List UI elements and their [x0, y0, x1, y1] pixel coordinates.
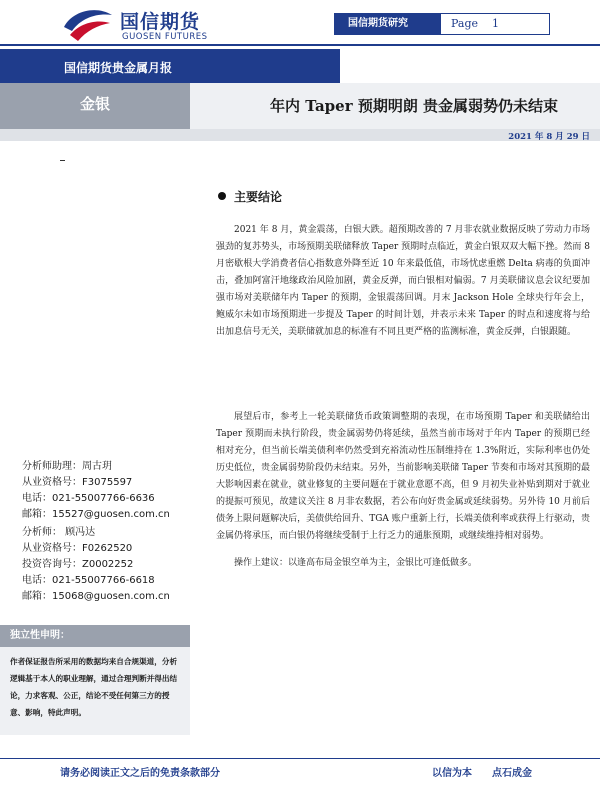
section-heading-text: 主要结论: [234, 190, 283, 204]
report-series-title: 国信期货贵金属月报: [64, 61, 173, 75]
header-divider: [0, 44, 600, 46]
section-heading: [218, 188, 282, 205]
analyst-email: 邮箱：15527@guosen.com.cn: [22, 509, 170, 520]
report-date: 2021 年 8 月 29 日: [508, 132, 590, 142]
page-number: 1: [492, 17, 500, 30]
company-logo: [62, 5, 222, 45]
disclaimer-text: 作者保证报告所采用的数据均来自合规渠道，分析逻辑基于本人的职业理解，通过合理判断并得出结论，力求客观、公正，结论不受任何第三方的授意、影响，特此声明。: [0, 647, 190, 735]
slogan-part-2: 点石成金: [492, 768, 532, 779]
report-title: 年内 Taper 预期明朗 贵金属弱势仍未结束: [270, 97, 559, 115]
paragraph-outlook: 展望后市，参考上一轮美联储货币政策调整期的表现，在市场预期 Taper 和美联储给出 Taper 预期而未执行阶段，贵金属弱势仍将延续，虽然当前市场对于年内 Taper 的预期已经相对充分，但当前长端美债利率仍然受到充裕流动性压制维持在 1.3%附近，实际利率也仍处历史低位，贵金属弱势阶段仍未结束。另外，当前影响美联储 Taper 节奏和市场对其预期的最大影响因素在就业，就业修复的主要问题在于就业意愿不高，但 9 月初失业补贴到期对于就业的提振可预见，故建议关注 8 月非农数据，若公布向好贵金属或延续弱势。另外待 10 月前后债务上限问题解决后，美债供给回升、TGA 账户重新上行，长端美债利率或获得上行驱动，贵金属仍将承压，而白银仍将继续受制于上行乏力的通胀预期，或继续维持相对弱势。: [216, 412, 590, 541]
report-band: [0, 49, 340, 83]
header-page-box: [440, 13, 550, 35]
footer-disclaimer-note: 请务必阅读正文之后的免责条款部分: [60, 768, 220, 779]
analyst-phone: 电话：021-55007766-6636: [22, 493, 155, 504]
analyst-license: 从业资格号：F0262520: [22, 543, 133, 554]
analyst-advisory-number: 投资咨询号：Z0002252: [22, 559, 134, 570]
bullet-icon: [218, 192, 226, 200]
divider-mark: [60, 160, 65, 161]
analyst-email: 邮箱：15068@guosen.com.cn: [22, 591, 170, 602]
analyst-name: 分析师助理：周古玥: [22, 461, 112, 472]
analyst-name: 分析师： 顾冯达: [22, 527, 96, 538]
paragraph-review: 2021 年 8 月，黄金震荡，白银大跌。超预期改善的 7 月非农就业数据反映了劳动力市场强劲的复苏势头，市场预期美联储释放 Taper 预期时点临近，黄金白银双双大幅下挫。然而 8 月密歇根大学消费者信心指数意外降至近 10 年来最低值，市场忧虑重燃 Delta 病毒的负面冲击，叠加阿富汗地缘政治风险加剧，黄金反弹，而白银相对偏弱。7 月美联储议息会议纪要加强市场对美联储年内 Taper 的预期，金银震荡回调。月末 Jackson Hole 全球央行年会上，鲍威尔未如市场预期进一步提及 Taper 的时间计划，并表示未来 Taper 的时点和速度将与给出加息信号无关，美联储就加息的标准有不同且更严格的监测标准，黄金反弹，白银跟随。: [216, 225, 590, 337]
analyst-block: [22, 525, 170, 605]
footer-divider: [0, 758, 600, 759]
analyst-phone: 电话：021-55007766-6618: [22, 575, 155, 586]
guosen-emblem-icon: [62, 5, 114, 43]
disclaimer-heading: 独立性申明：: [0, 625, 190, 647]
logo-english-name: GUOSEN FUTURES: [122, 32, 208, 42]
page-label: Page: [451, 17, 479, 30]
slogan-part-1: 以信为本: [432, 768, 472, 779]
logo-chinese-name: 国信期货: [120, 11, 201, 33]
analyst-block: [22, 459, 170, 523]
paragraph-advice: 操作上建议：以逢高布局金银空单为主，金银比可逢低做多。: [234, 558, 478, 568]
category-label: 金银: [79, 95, 110, 113]
header-org-label: 国信期货研究: [334, 13, 440, 35]
analyst-license: 从业资格号：F3075597: [22, 477, 133, 488]
footer-slogan: [432, 764, 532, 779]
